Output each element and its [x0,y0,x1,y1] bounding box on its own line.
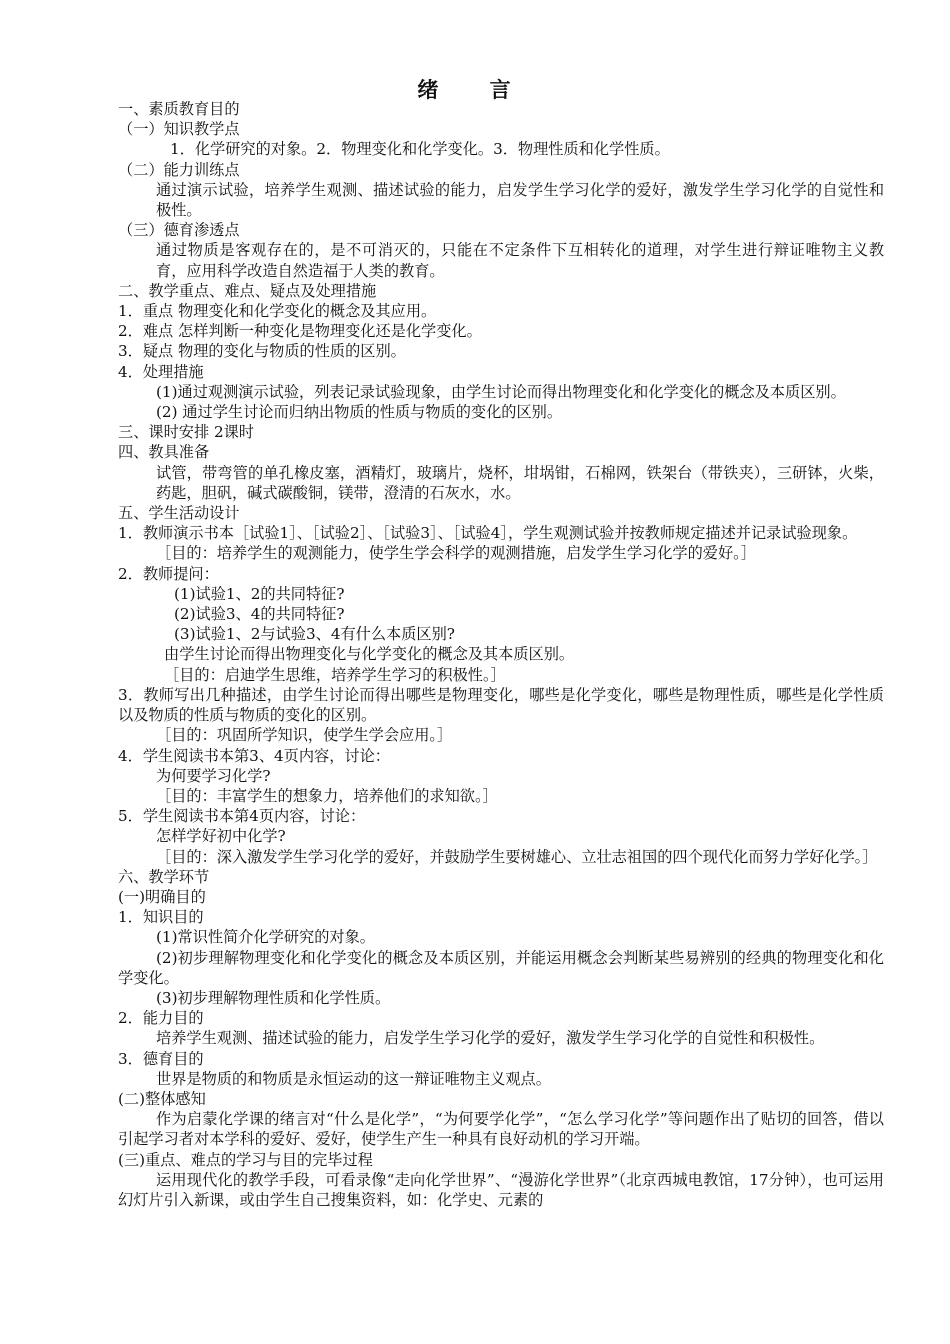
text-line: 三、课时安排 2课时 [118,423,254,442]
text-line: 四、教具准备 [118,443,210,462]
text-line: 2．难点 怎样判断一种变化是物理变化还是化学变化。 [118,322,482,341]
text-line: (3)初步理解物理性质和化学性质。 [156,988,391,1007]
text-line: 2．教师提问： [118,564,219,583]
text-line: (2)初步理解物理变化和化学变化的概念及本质区别，并能运用概念会判断某些易辨别的经典的物理变化和化学变化。 [118,948,884,987]
text-line: ［目的：启迪学生思维，培养学生学习的积极性。］ [164,665,506,684]
text-line: ［目的：培养学生的观测能力，使学生学会科学的观测措施，启发学生学习化学的爱好。］ [156,544,756,563]
text-line: 1．重点 物理变化和化学变化的概念及其应用。 [118,302,437,321]
text-line: (3)试验1、2与试验3、4有什么本质区别? [174,625,455,644]
text-line: (三)重点、难点的学习与目的完毕过程 [118,1150,373,1169]
text-line: 5．学生阅读书本第4页内容，讨论： [118,807,366,826]
text-line: 3．疑点 物理的变化与物质的性质的区别。 [118,342,406,361]
text-line: 运用现代化的教学手段，可看录像“走向化学世界”、“漫游化学世界”（北京西城电教馆，17分钟），也可运用幻灯片引入新课，或由学生自己搜集资料，如：化学史、元素的 [118,1170,884,1209]
text-line: 通过物质是客观存在的，是不可消灭的，只能在不定条件下互相转化的道理，对学生进行辩证唯物主义教育，应用科学改造自然造福于人类的教育。 [156,241,884,280]
text-line: （三）德育渗透点 [118,221,240,240]
text-line: 怎样学好初中化学? [156,827,286,846]
text-line: 2．能力目的 [118,1009,204,1028]
text-line: 二、教学重点、难点、疑点及处理措施 [118,281,377,300]
text-line: （二）能力训练点 [118,160,240,179]
text-line: ［目的：丰富学生的想象力，培养他们的求知欲。］ [156,786,498,805]
text-line: ［目的：深入激发学生学习化学的爱好，并鼓励学生要树雄心、立壮志祖国的四个现代化而努力学好化学。］ [156,847,878,866]
text-line: 3．德育目的 [118,1049,204,1068]
document-body [118,99,884,1210]
text-line: 1．化学研究的对象。2．物理变化和化学变化。3．物理性质和化学性质。 [170,140,670,159]
text-line: （一）知识教学点 [118,120,240,139]
document-title: 绪 言 [417,78,533,102]
text-line: (2)试验3、4的共同特征? [174,605,345,624]
text-line: 1．知识目的 [118,908,204,927]
text-line: (1)通过观测演示试验，列表记录试验现象，由学生讨论而得出物理变化和化学变化的概念及本质区别。 [156,382,846,401]
text-line: 世界是物质的和物质是永恒运动的这一辩证唯物主义观点。 [156,1069,551,1088]
text-line: 4．处理措施 [118,362,204,381]
text-line: (1)试验1、2的共同特征? [174,584,345,603]
text-line: 通过演示试验，培养学生观测、描述试验的能力，启发学生学习化学的爱好，激发学生学习化学的自觉性和极性。 [156,180,884,220]
text-line: 五、学生活动设计 [118,504,240,523]
text-line: 3．教师写出几种描述，由学生讨论而得出哪些是物理变化，哪些是化学变化，哪些是物理性质，哪些是化学性质以及物质的性质与物质的变化的区别。 [118,685,884,725]
text-line: 4．学生阅读书本第3、4页内容，讨论： [118,746,390,765]
text-line: 由学生讨论而得出物理变化与化学变化的概念及其本质区别。 [164,645,575,664]
text-line: (一)明确目的 [118,887,206,906]
text-line: ［目的：巩固所学知识，使学生学会应用。］ [156,726,453,745]
text-line: 培养学生观测、描述试验的能力，启发学生学习化学的爱好，激发学生学习化学的自觉性和积极性。 [156,1029,825,1048]
text-line: (1)常识性简介化学研究的对象。 [156,928,375,947]
text-line: 作为启蒙化学课的绪言对“什么是化学”，“为何要学化学”，“怎么学习化学”等问题作出了贴切的回答，借以引起学习者对本学科的爱好、爱好，使学生产生一种具有良好动机的学习开端。 [118,1110,884,1149]
text-line: (二)整体感知 [118,1089,206,1108]
text-line: 1．教师演示书本［试验1］、［试验2］、［试验3］、［试验4］，学生观测试验并按教师规定描述并记录试验现象。 [118,524,858,543]
text-line: 为何要学习化学? [156,766,271,785]
text-line: 六、教学环节 [118,867,210,886]
text-line: 一、素质教育目的 [118,100,240,118]
text-line: 试管，带弯管的单孔橡皮塞，酒精灯，玻璃片，烧杯，坩埚钳，石棉网，铁架台（带铁夹），三研钵，火柴，药匙，胆矾，碱式碳酸铜，镁带，澄清的石灰水，水。 [156,463,884,502]
text-line: (2) 通过学生讨论而归纳出物质的性质与物质的变化的区别。 [156,403,563,422]
